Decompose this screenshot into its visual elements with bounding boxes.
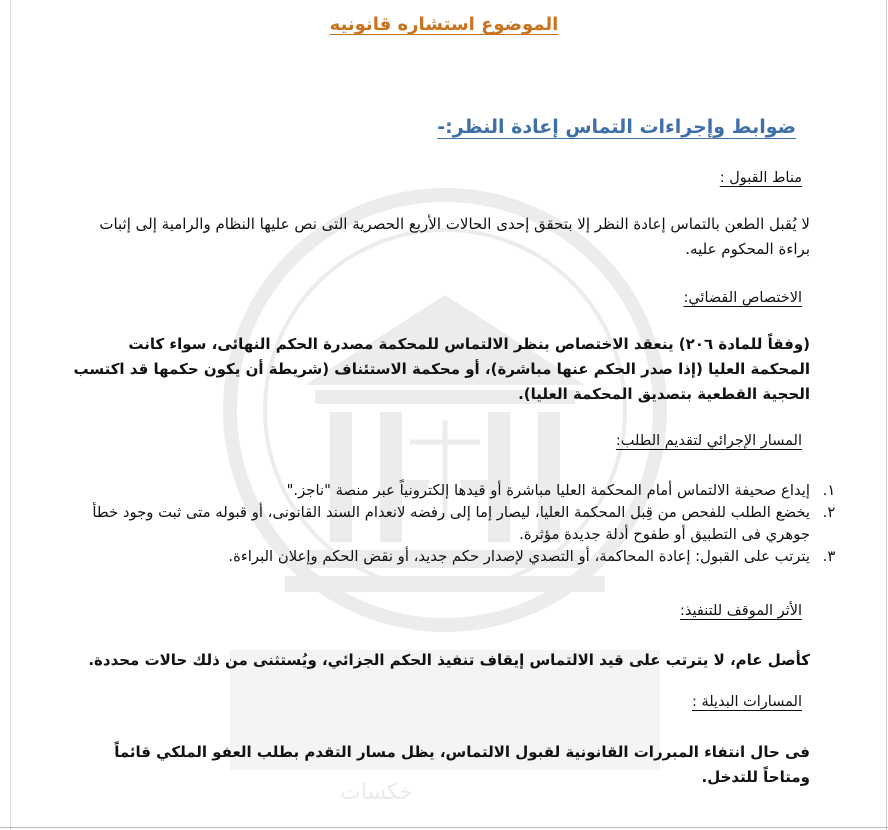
section-text-jurisdiction: (وفقاً للمادة ٢٠٦) ينعقد الاختصاص بنظر الالتماس للمحكمة مصدرة الحكم النهائى، سواء كانت المحكمة العليا (إذا صدر الحكم عنها مباشرة)، أو محكمة الاستئناف (شريطة أن يكون حكمها قد اكتسب الحجية القطعية بتصديق المحكمة العليا). <box>73 335 810 403</box>
page-bottom-border <box>0 827 888 828</box>
main-heading: ضوابط وإجراءات التماس إعادة النظر:- <box>437 116 796 138</box>
section-text-suspensive-effect: كأصل عام، لا يترتب على قيد الالتماس إيقاف تنفيذ الحكم الجزائي، ويُستثنى من ذلك حالات محددة. <box>88 651 810 669</box>
section-text-alternatives: فى حال انتفاء المبررات القانونية لقبول الالتماس، يظل مسار التقدم بطلب العفو الملكي قائماً ومتاحاً للتدخل. <box>114 743 810 786</box>
list-item-number: ١. <box>822 482 836 499</box>
page-right-border <box>886 0 887 830</box>
section-title-suspensive-effect: الأثر الموقف للتنفيذ: <box>680 603 802 619</box>
section-text-admissibility: لا يُقبل الطعن بالتماس إعادة النظر إلا بتحقق إحدى الحالات الأربع الحصرية التى نص عليها النظام والرامية إلى إثبات براءة المحكوم عليه. <box>99 215 810 258</box>
list-item-text: يخضع الطلب للفحص من قِبل المحكمة العليا، ليصار إما إلى رفضه لانعدام السند القانونى، أو قبوله متى ثبت وجود خطأ جوهري فى التطبيق أو طفوح أدلة جديدة مؤثرة. <box>92 504 810 543</box>
list-item <box>50 480 840 502</box>
list-item-number: ٣. <box>822 548 836 565</box>
page-left-border <box>10 0 11 830</box>
list-item <box>50 546 840 568</box>
section-title-jurisdiction: الاختصاص القضائي: <box>683 290 802 306</box>
list-item-text: يترتب على القبول: إعادة المحاكمة، أو التصدي لإصدار حكم جديد، أو نقض الحكم وإعلان البراءة. <box>228 548 810 565</box>
list-item-number: ٢. <box>822 504 836 521</box>
topic-title-text: الموضوع استشاره قانونيه <box>329 14 559 35</box>
watermark-text: خكسات <box>340 780 413 805</box>
procedure-list <box>50 480 840 568</box>
list-item-text: إيداع صحيفة الالتماس أمام المحكمة العليا مباشرة أو قيدها إلكترونياً عبر منصة "ناجز." <box>286 482 810 499</box>
section-title-procedure: المسار الإجرائي لتقديم الطلب: <box>615 433 802 449</box>
topic-title <box>0 14 888 35</box>
section-title-alternatives: المسارات البديلة : <box>691 694 802 710</box>
section-title-admissibility: مناط القبول : <box>719 170 802 186</box>
list-item <box>50 502 840 546</box>
